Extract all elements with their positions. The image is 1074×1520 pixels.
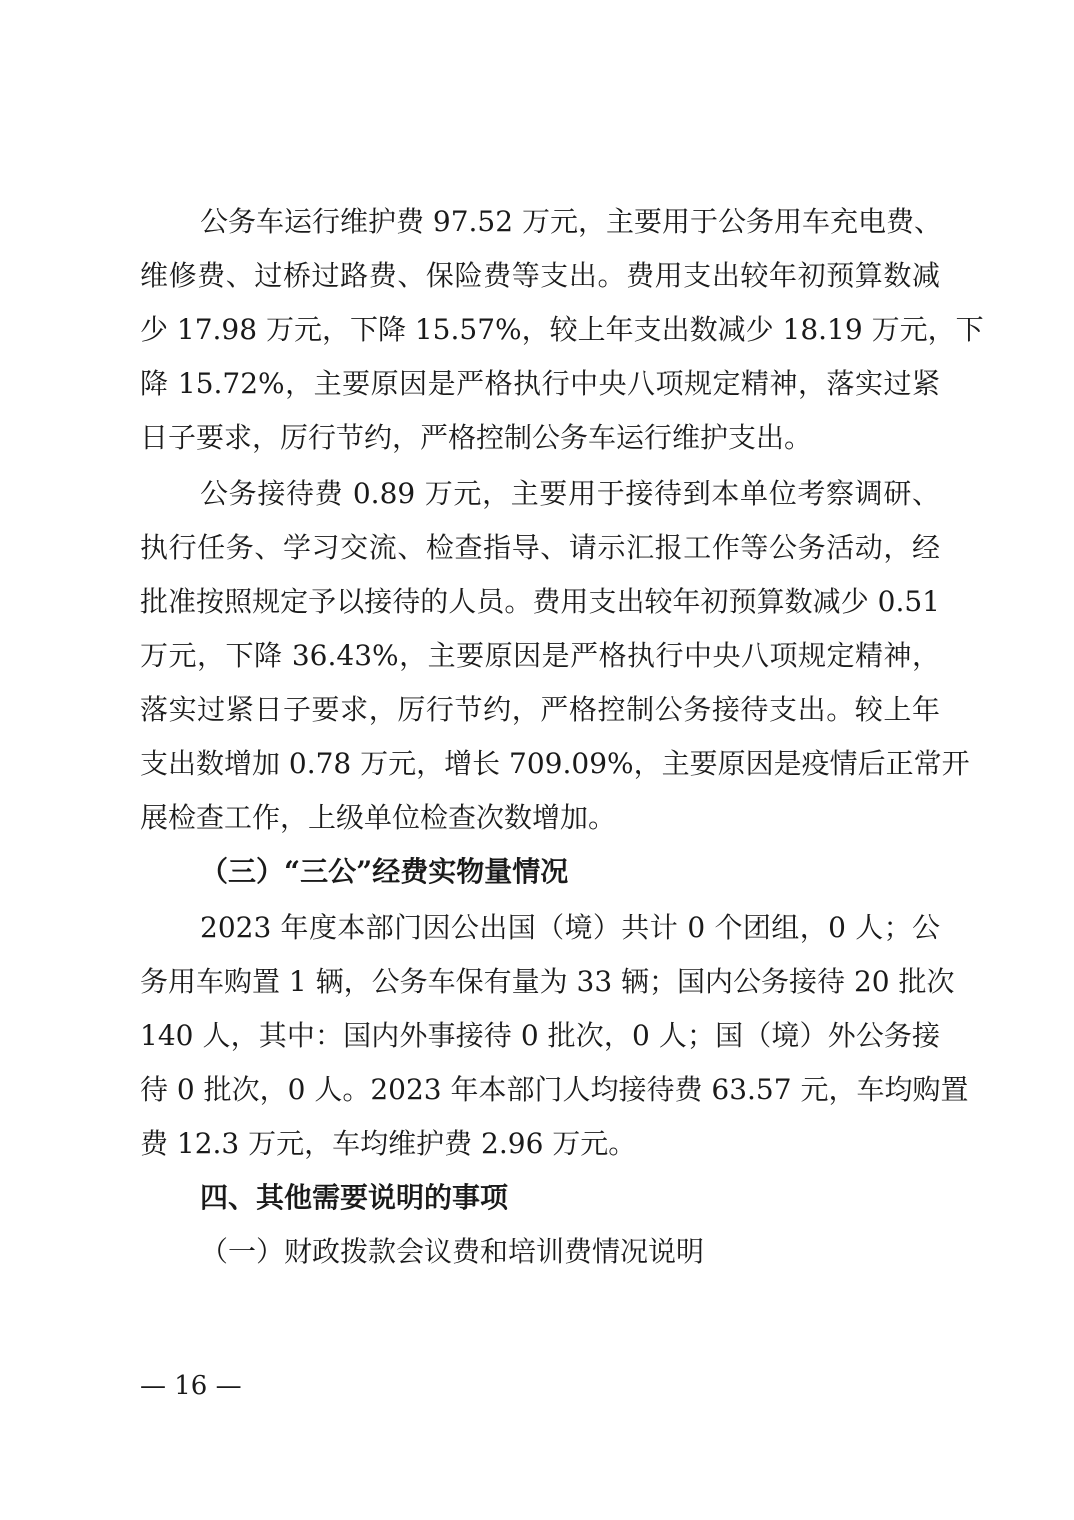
paragraph-line: 执行任务、学习交流、检查指导、请示汇报工作等公务活动，经 xyxy=(140,531,940,564)
paragraph-line: 少 17.98 万元，下降 15.57%，较上年支出数减少 18.19 万元，下 xyxy=(140,313,984,346)
paragraph-line: 2023 年度本部门因公出国（境）共计 0 个团组，0 人；公 xyxy=(200,911,940,944)
subsection-heading: （一）财政拨款会议费和培训费情况说明 xyxy=(200,1235,705,1268)
page-number: — 16 — xyxy=(140,1371,242,1401)
paragraph-line: 公务接待费 0.89 万元，主要用于接待到本单位考察调研、 xyxy=(200,477,940,510)
paragraph-line: 日子要求，厉行节约，严格控制公务车运行维护支出。 xyxy=(140,421,813,454)
paragraph-line: 万元，下降 36.43%，主要原因是严格执行中央八项规定精神， xyxy=(140,639,940,672)
paragraph-line: 展检查工作，上级单位检查次数增加。 xyxy=(140,801,617,834)
paragraph-line: 公务车运行维护费 97.52 万元，主要用于公务用车充电费、 xyxy=(200,205,942,238)
paragraph-line: 费 12.3 万元，车均维护费 2.96 万元。 xyxy=(140,1127,637,1160)
paragraph-line: 维修费、过桥过路费、保险费等支出。费用支出较年初预算数减 xyxy=(140,259,940,292)
paragraph-line: 待 0 批次，0 人。2023 年本部门人均接待费 63.57 元，车均购置 xyxy=(140,1073,969,1106)
paragraph-line: 落实过紧日子要求，厉行节约，严格控制公务接待支出。较上年 xyxy=(140,693,940,726)
paragraph-line: 批准按照规定予以接待的人员。费用支出较年初预算数减少 0.51 xyxy=(140,585,940,618)
paragraph-line: 务用车购置 1 辆，公务车保有量为 33 辆；国内公务接待 20 批次 xyxy=(140,965,955,998)
paragraph-line: 140 人，其中：国内外事接待 0 批次，0 人；国（境）外公务接 xyxy=(140,1019,940,1052)
paragraph-line: 降 15.72%，主要原因是严格执行中央八项规定精神，落实过紧 xyxy=(140,367,940,400)
section-heading: 四、其他需要说明的事项 xyxy=(200,1181,509,1214)
section-heading: （三）“三公”经费实物量情况 xyxy=(200,855,569,888)
paragraph-line: 支出数增加 0.78 万元，增长 709.09%，主要原因是疫情后正常开 xyxy=(140,747,970,780)
